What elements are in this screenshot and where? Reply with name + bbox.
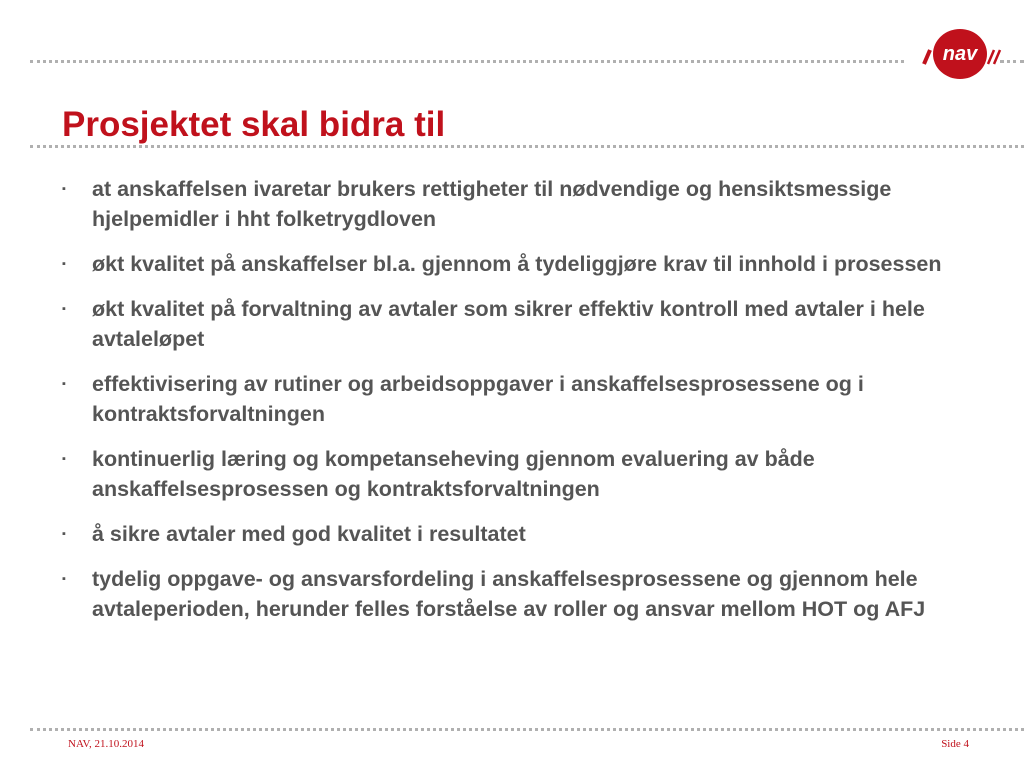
footer-dotted-divider: [30, 728, 1024, 731]
bullet-text: at anskaffelsen ivaretar brukers rettigheter til nødvendige og hensiktsmessige hjelpemidler i hht folketrygdloven: [92, 177, 892, 231]
bullet-text: å sikre avtaler med god kvalitet i resultatet: [92, 522, 526, 546]
nav-logo: [918, 20, 1004, 80]
bullet-square-icon: ▪: [62, 378, 66, 390]
bullet-text: økt kvalitet på forvaltning av avtaler som sikrer effektiv kontroll med avtaler i hele avtaleløpet: [92, 297, 925, 351]
bullet-item: [62, 519, 992, 549]
bullet-text: tydelig oppgave- og ansvarsfordeling i anskaffelsesprosessene og gjennom hele avtaleperioden, herunder felles forståelse av roller og ansvar mellom HOT og AFJ: [92, 567, 926, 621]
bullet-item: [62, 369, 992, 429]
bullet-item: [62, 444, 992, 504]
bullet-text: effektivisering av rutiner og arbeidsoppgaver i anskaffelsesprosessene og i kontraktsforvaltningen: [92, 372, 864, 426]
bullet-square-icon: ▪: [62, 303, 66, 315]
title-dotted-divider: [30, 145, 1024, 148]
bullet-item: [62, 294, 992, 354]
logo-text: nav: [942, 43, 978, 65]
bullet-square-icon: ▪: [62, 258, 66, 270]
bullet-square-icon: ▪: [62, 453, 66, 465]
bullet-item: [62, 249, 992, 279]
bullet-text: kontinuerlig læring og kompetanseheving gjennom evaluering av både anskaffelsesprosessen og kontraktsforvaltningen: [92, 447, 815, 501]
bullet-text: økt kvalitet på anskaffelser bl.a. gjennom å tydeliggjøre krav til innhold i prosessen: [92, 252, 942, 276]
bullet-square-icon: ▪: [62, 528, 66, 540]
bullet-square-icon: ▪: [62, 573, 66, 585]
footer-page-number: Side 4: [941, 738, 969, 750]
footer-date: NAV, 21.10.2014: [68, 738, 144, 750]
bullet-item: [62, 564, 992, 624]
bullet-square-icon: ▪: [62, 183, 66, 195]
slide-title: Prosjektet skal bidra til: [62, 105, 446, 144]
bullet-item: [62, 174, 992, 234]
bullet-list: [62, 174, 992, 639]
header-dotted-divider: [30, 60, 904, 63]
